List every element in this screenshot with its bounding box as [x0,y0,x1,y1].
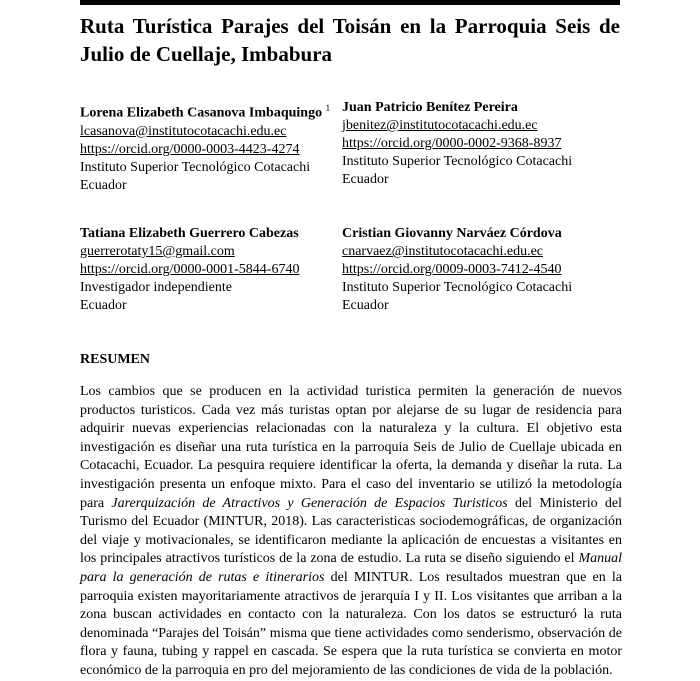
author-orcid-link[interactable]: https://orcid.org/0000-0001-5844-6740 [80,262,300,277]
abstract-heading: RESUMEN [80,352,151,367]
author-affiliation: Instituto Superior Tecnológico Cotacachi [342,154,573,169]
author-affiliation: Instituto Superior Tecnológico Cotacachi [342,280,573,295]
author-block-4 [342,225,572,315]
author-country: Ecuador [80,177,127,193]
abstract-italic-2: Manual para la generación de rutas e itinerarios [80,551,622,585]
author-country: Ecuador [342,298,389,313]
abstract-body [80,383,622,681]
abstract-text-3: del MINTUR. Los resultados muestran que en la parroquia existen mayoritariamente atractivos de jerarquía I y II. Los visitantes que arriban a la zona buscan actividades en contacto con la naturaleza. Con los datos se estructuró la ruta denominada “Parajes del Toisán” misma que tiene actividades como senderismo, observación de flora y fauna, tubing y rappel en cascada. Se espera que la ruta turística se convierta en motor económico de la parroquia en pro del mejoramiento de las condiciones de vida de la población. [80,569,622,678]
author-orcid-link[interactable]: https://orcid.org/0000-0003-4423-4274 [80,141,300,157]
author-email-link[interactable]: guerrerotaty15@gmail.com [80,244,235,259]
abstract-italic-1: Jarerquización de Atractivos y Generación de Espacios Turisticos [111,495,508,511]
author-email-link[interactable]: jbenitez@institutocotacachi.edu.ec [342,118,538,133]
author-country: Ecuador [80,298,127,313]
author-name: Juan Patricio Benítez Pereira [342,100,518,115]
author-orcid-link[interactable]: https://orcid.org/0000-0002-9368-8937 [342,136,562,151]
author-affiliation: Investigador independiente [80,280,233,295]
author-country: Ecuador [342,172,389,187]
author-block-1 [80,99,330,195]
author-affiliation: Instituto Superior Tecnológico Cotacachi [80,159,311,175]
author-name: Lorena Elizabeth Casanova Imbaquingo $^1$ [80,103,331,121]
author-email-link[interactable]: cnarvaez@institutocotacachi.edu.ec [342,244,544,259]
author-orcid-link[interactable]: https://orcid.org/0009-0003-7412-4540 [342,262,562,277]
abstract-text-2: del Ministerio del Turismo del Ecuador (MINTUR, 2018). Las caracteristicas sociodemográficas, de organización del viaje y motivacionales, se identificaron mediante la aplicación de encuestas a visitantes en los principales atractivos turísticos de la zona de estudio. La ruta se diseño siguiendo el [80,495,623,567]
author-block-2 [342,99,572,189]
author-name: Tatiana Elizabeth Guerrero Cabezas [80,226,299,241]
author-block-3 [80,225,299,315]
top-rule [80,0,620,5]
author-email-link[interactable]: lcasanova@institutocotacachi.edu.ec [80,123,287,139]
paper-title: Ruta Turística Parajes del Toisán en la Parroquia Seis de Julio de Cuellaje, Imbabura [80,14,620,66]
author-superscript: 1 [325,103,331,113]
abstract-text-1: Los cambios que se producen en la actividad turistica permiten la generación de nuevos productos turisticos. Cada vez más turistas optan por alejarse de su lugar de residencia para adquirir nuevas experiencias relacionadas con la naturaleza y la cultura. El objetivo esta investigación es diseñar una ruta turística en la parroquia Seis de Julio de Cuellaje ubicada en Cotacachi, Ecuador. La pesquira requiere identificar la oferta, la demanda y diseñar la ruta. La investigación presenta un enfoque mixto. Para el caso del inventario se utilizó la metodología para [80,384,622,511]
author-name: Cristian Giovanny Narváez Córdova [342,226,562,241]
